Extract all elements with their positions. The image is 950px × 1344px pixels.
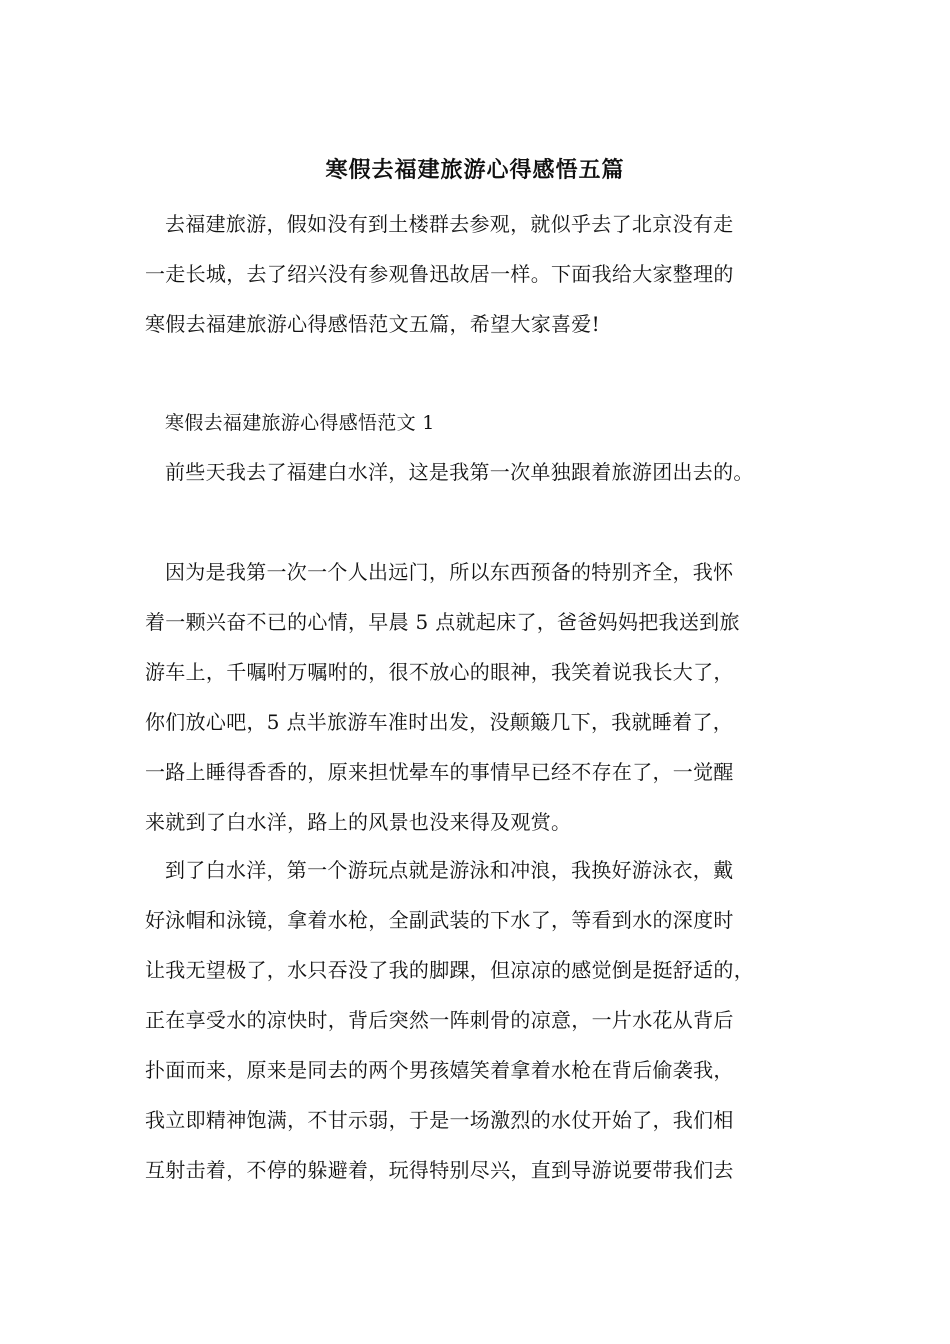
paragraph-line: 一路上睡得香香的，原来担忧晕车的事情早已经不存在了，一觉醒 (145, 760, 734, 784)
paragraph-line: 游车上，千嘱咐万嘱咐的，很不放心的眼神，我笑着说我长大了， (145, 660, 734, 684)
paragraph-line: 因为是我第一次一个人出远门，所以东西预备的特别齐全，我怀 (165, 560, 734, 584)
intro-line-2: 一走长城，去了绍兴没有参观鲁迅故居一样。下面我给大家整理的 (145, 262, 734, 286)
paragraph-line: 着一颗兴奋不已的心情，早晨 5 点就起床了，爸爸妈妈把我送到旅 (145, 610, 740, 634)
section-heading: 寒假去福建旅游心得感悟范文 1 (165, 412, 435, 434)
paragraph-line: 好泳帽和泳镜，拿着水枪，全副武装的下水了，等看到水的深度时 (145, 908, 734, 932)
paragraph-line: 来就到了白水洋，路上的风景也没来得及观赏。 (145, 810, 572, 834)
paragraph-line: 你们放心吧，5 点半旅游车准时出发，没颠簸几下，我就睡着了， (145, 710, 734, 734)
paragraph-line: 让我无望极了，水只吞没了我的脚踝，但凉凉的感觉倒是挺舒适的， (145, 958, 754, 982)
paragraph-line: 互射击着，不停的躲避着，玩得特别尽兴，直到导游说要带我们去 (145, 1158, 734, 1182)
intro-line-1: 去福建旅游，假如没有到土楼群去参观，就似乎去了北京没有走 (165, 212, 734, 236)
paragraph-line: 我立即精神饱满，不甘示弱，于是一场激烈的水仗开始了，我们相 (145, 1108, 734, 1132)
paragraph-line: 前些天我去了福建白水洋，这是我第一次单独跟着旅游团出去的。 (165, 460, 754, 484)
intro-line-3: 寒假去福建旅游心得感悟范文五篇，希望大家喜爱! (145, 312, 600, 336)
paragraph-line: 扑面而来，原来是同去的两个男孩嬉笑着拿着水枪在背后偷袭我， (145, 1058, 734, 1082)
paragraph-line: 到了白水洋，第一个游玩点就是游泳和冲浪，我换好游泳衣，戴 (165, 858, 734, 882)
document-title: 寒假去福建旅游心得感悟五篇 (325, 157, 625, 183)
paragraph-line: 正在享受水的凉快时，背后突然一阵刺骨的凉意，一片水花从背后 (145, 1008, 734, 1032)
